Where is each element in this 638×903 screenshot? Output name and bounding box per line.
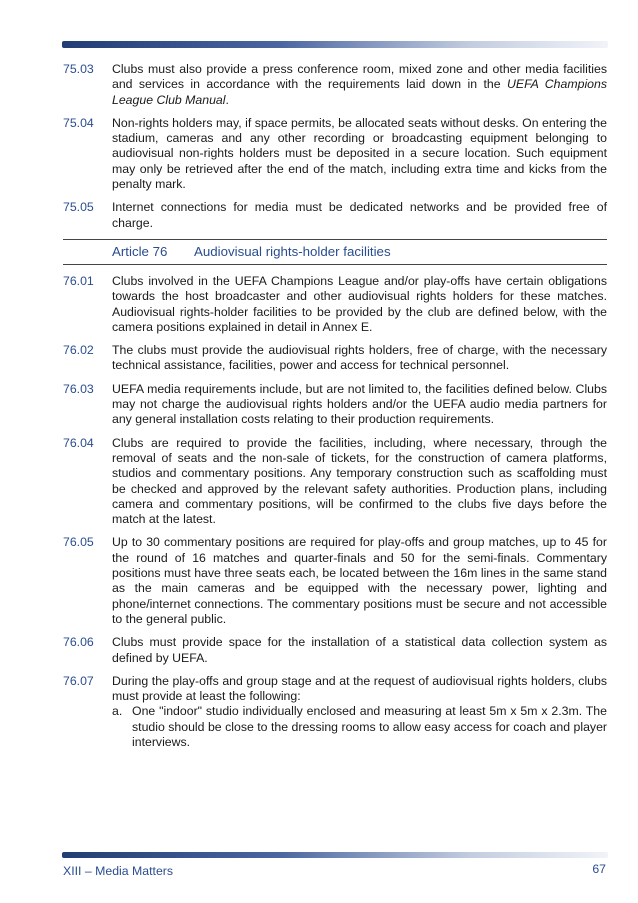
paragraph-number: 75.03 (63, 62, 94, 76)
paragraph-text (112, 62, 607, 108)
list-item-text: One "indoor" studio individually enclosed and measuring at least 5m x 5m x 2.3m. The studio should be close to the dressing rooms to allow easy access for coach and player interviews. (132, 704, 607, 749)
article-bottom-rule (63, 264, 607, 265)
text-part: . (225, 92, 229, 107)
paragraph-number: 76.04 (63, 435, 94, 450)
paragraph-number: 76.07 (63, 673, 94, 688)
document-body (63, 62, 607, 758)
paragraph-number: 75.05 (63, 200, 94, 215)
paragraph-76-01 (63, 274, 607, 335)
footer-chapter-title: XIII – Media Matters (63, 864, 174, 878)
paragraph-text (112, 674, 607, 750)
paragraph-text: The clubs must provide the audiovisual rights holders, free of charge, with the necessary technical assistance, facilities, power and access for technical personnel. (112, 343, 607, 373)
text-part: Clubs must also provide a press conference room, mixed zone and other media facilities and services in accordance with the requirements laid down in the (112, 62, 607, 92)
paragraph-number: 76.02 (63, 343, 94, 358)
paragraph-76-05 (63, 535, 607, 627)
paragraph-text: Internet connections for media must be dedicated networks and be provided free of charge. (112, 200, 607, 230)
list-item (112, 704, 607, 750)
paragraph-75-05 (63, 200, 607, 231)
paragraph-number: 76.03 (63, 381, 94, 396)
paragraph-text: Clubs must provide space for the installation of a statistical data collection system as defined by UEFA. (112, 635, 607, 665)
paragraph-intro: During the play-offs and group stage and at the request of audiovisual rights holders, clubs must provide at least the following: (112, 673, 607, 704)
article-heading (63, 240, 607, 264)
paragraph-number: 76.01 (63, 273, 94, 288)
paragraph-text: Clubs are required to provide the facilities, including, where necessary, through the removal of seats and the non-sale of tickets, for the construction of camera platforms, studios and commentary positions. Any temporary construction such as scaffolding must be checked and approved by the relevant safety authorities. Production plans, including camera and commentary positions, will be confirmed to the clubs five days before the match at the latest. (112, 435, 607, 527)
paragraph-76-07 (63, 674, 607, 750)
manual-title: UEFA Champions League Club Manual (112, 77, 607, 107)
paragraph-76-03 (63, 382, 607, 428)
article-label: Article 76 (112, 243, 168, 259)
paragraph-76-06 (63, 635, 607, 666)
paragraph-text: Clubs involved in the UEFA Champions League and/or play-offs have certain obligations towards the host broadcaster and other audiovisual rights holders for these matches. Audiovisual rights-holder facilities to be provided by the club are defined below, with the camera positions explained in detail in Annex E. (112, 273, 607, 334)
header-rule (62, 41, 608, 48)
paragraph-text: Up to 30 commentary positions are required for play-offs and group matches, up to 45 for the round of 16 matches and quarter-finals and 50 for the semi-finals. Commentary positions must have three seats each, be located between the 16m lines in the same stand as the main cameras and be equipped with the necessary power, lighting and phone/internet connections. The commentary positions must be secure and not accessible to the general public. (112, 535, 607, 626)
article-title: Audiovisual rights-holder facilities (194, 243, 391, 259)
paragraph-number: 76.06 (63, 635, 94, 650)
paragraph-76-02 (63, 343, 607, 374)
page-number: 67 (592, 862, 606, 876)
paragraph-text: UEFA media requirements include, but are not limited to, the facilities defined below. Clubs may not charge the audiovisual rights holders and/or the UEFA audio media partners for any general installation costs relating to their production requirements. (112, 381, 607, 427)
paragraph-75-04 (63, 116, 607, 192)
paragraph-76-04 (63, 436, 607, 528)
paragraph-text: Non-rights holders may, if space permits, be allocated seats without desks. On entering the stadium, cameras and any other recording or broadcasting equipment belonging to audiovisual non-rights holders must be deposited in a secure location. Such equipment may only be retrieved after the end of the match, including extra time and kicks from the penalty mark. (112, 115, 607, 192)
paragraph-number: 76.05 (63, 535, 94, 550)
list-marker: a. (112, 704, 123, 719)
footer-rule (62, 852, 608, 858)
paragraph-number: 75.04 (63, 115, 94, 130)
paragraph-75-03 (63, 62, 607, 108)
